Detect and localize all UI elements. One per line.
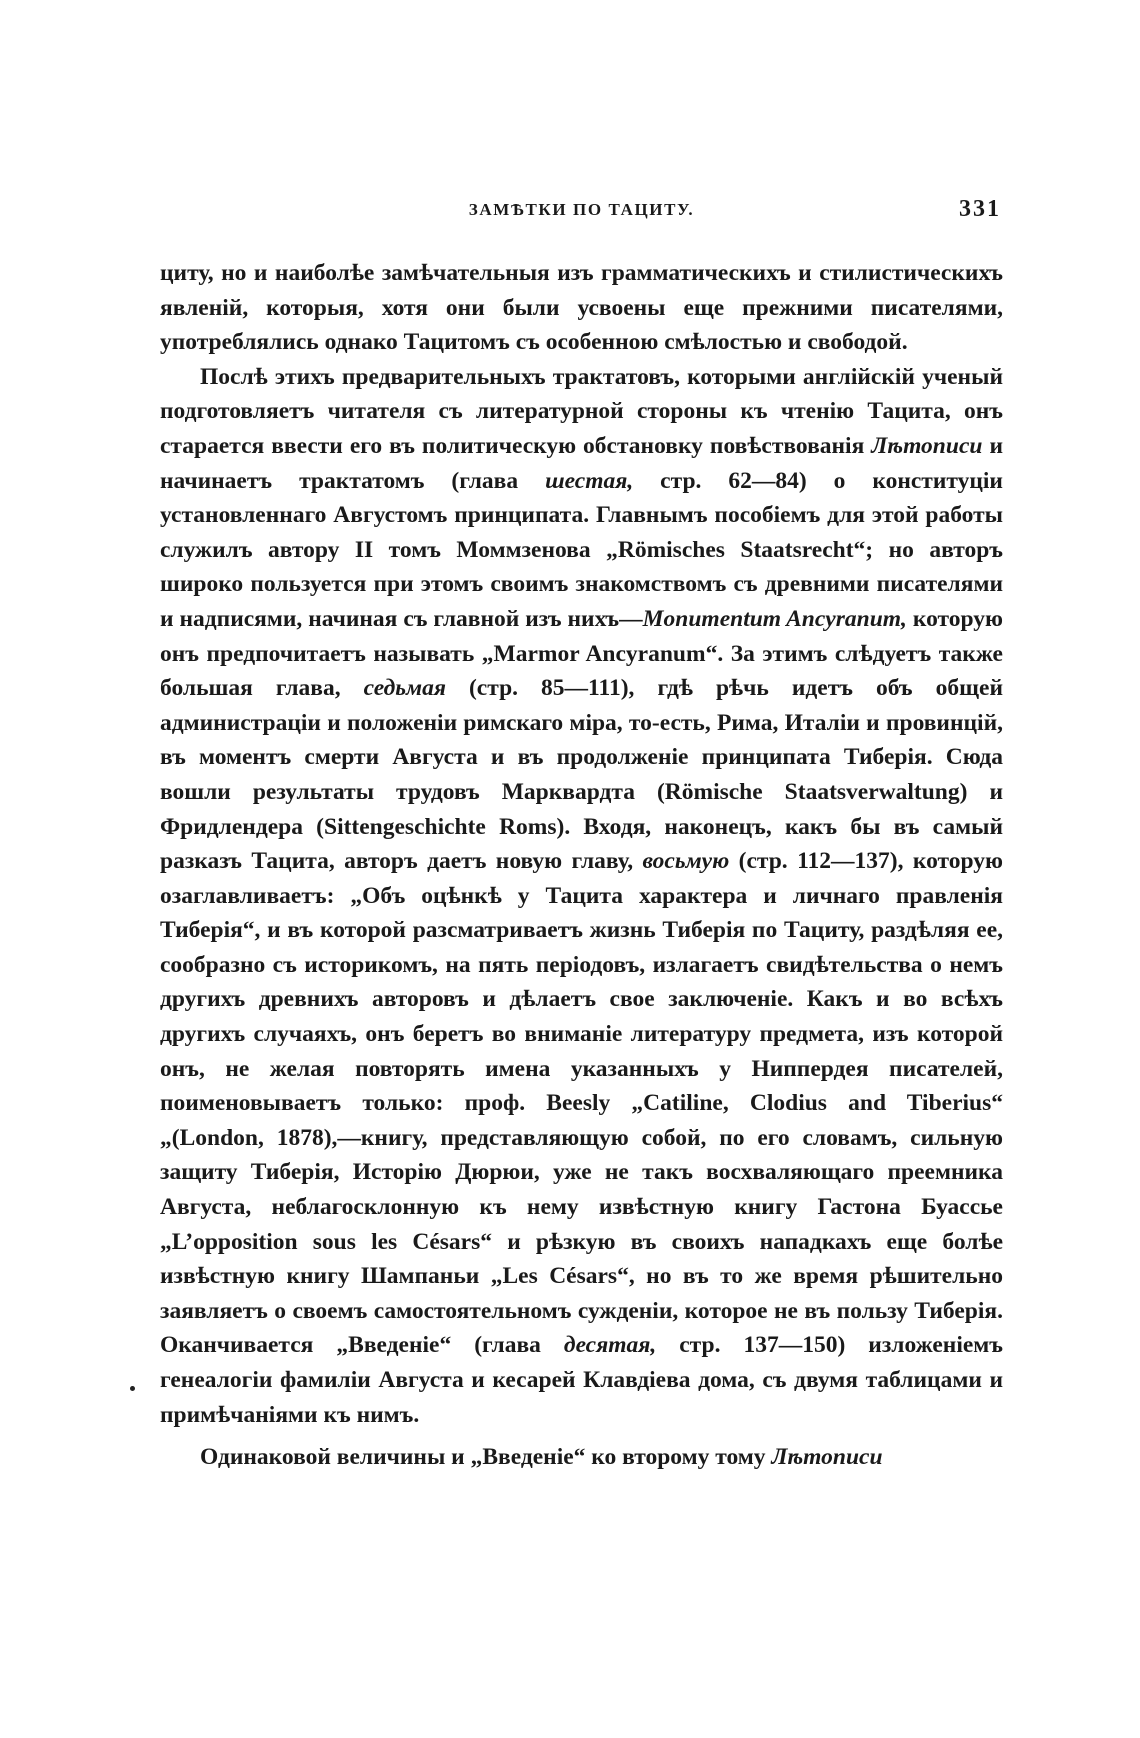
italic-run: Лѣтописи [771, 1444, 883, 1471]
italic-run: шестая, [545, 467, 634, 494]
text-run: и начинаетъ трактатомъ (глава [160, 432, 1003, 494]
italic-run: седьмая [363, 675, 446, 702]
italic-run: десятая, [563, 1332, 657, 1359]
paragraph-3 [160, 1440, 1003, 1475]
text-run: (стр. 85—111), гдѣ рѣчь идетъ объ общей администраціи и положеніи римскаго міра, то-есть, Рима, Италіи и провинцій, въ моментъ смерти Августа и въ продолженіе принципата Тиберія. Сюда вошли результаты трудовъ Марквардта (Römische Staatsverwaltung) и Фридлендера (Sittengeschichte Roms). Входя, наконецъ, какъ бы въ самый разказъ Тацита, авторъ даетъ новую главу, [160, 675, 1003, 875]
page-number: 331 [959, 196, 1001, 222]
text-run: Послѣ этихъ предварительныхъ трактатовъ, которыми англійскій ученый подготовляетъ читателя съ литературной стороны къ чтенію Тацита, онъ старается ввести его въ политическую обстановку повѣствованія [160, 363, 1003, 459]
text-run: которую онъ предпочитаетъ называть „Marmor Ancyranum“. За этимъ слѣдуетъ также большая глава, [160, 605, 1003, 702]
paragraph-2 [160, 360, 1003, 1432]
italic-run: Monumentum Ancyranum, [642, 605, 907, 632]
text-run: Одинаковой величины и „Введеніе“ ко второму тому [200, 1444, 772, 1471]
italic-run: восьмую [642, 848, 730, 875]
italic-run: Лѣтописи [871, 432, 983, 459]
ink-speck [130, 1386, 135, 1391]
paragraph-1-text: циту, но и наиболѣе замѣчательныя изъ грамматическихъ и стилистическихъ явленій, которыя, хотя они были усвоены еще прежними писателями, употреблялись однако Тацитомъ съ особенною смѣлостью и свободой. [160, 260, 1003, 356]
text-run: стр. 137—150) изложеніемъ генеалогіи фамиліи Августа и кесарей Клавдіева дома, съ двумя таблицами и примѣчаніями къ нимъ. [160, 1332, 1003, 1428]
running-head [160, 196, 1003, 226]
text-run: стр. 62—84) о конституціи установленнаго Августомъ принципата. Главнымъ пособіемъ для этой работы служилъ автору II томъ Моммзенова „Römisches Staatsrecht“; но авторъ широко пользуется при этомъ своимъ знакомствомъ съ древними писателями и надписями, начиная съ главной изъ нихъ— [160, 467, 1003, 632]
text-run: (стр. 112—137), которую озаглавливаетъ: „Объ оцѣнкѣ у Тацита характера и личнаго правленія Тиберія“, и въ которой разсматриваетъ жизнь Тиберія по Тациту, раздѣляя ее, сообразно съ историкомъ, на пять періодовъ, излагаетъ свидѣтельства о немъ другихъ древнихъ авторовъ и дѣлаетъ свое заключеніе. Какъ и во всѣхъ другихъ случаяхъ, онъ беретъ во вниманіе литературу предмета, изъ которой онъ, не желая повторять имена указанныхъ у Ниппердея писателей, поименовываетъ только: проф. Beesly „Catiline, Clodius and Tiberius“ „(London, 1878),—книгу, представляющую собой, по его словамъ, сильную защиту Тиберія, Исторію Дюрюи, уже не такъ восхваляющаго преемника Августа, неблагосклонную къ нему извѣстную книгу Гастона Буассье „L’opposition sous les Césars“ и рѣзкую въ своихъ нападкахъ еще болѣе извѣстную книгу Шампаньи „Les Césars“, но въ то же время рѣшительно заявляетъ о своемъ самостоятельномъ сужденіи, которое не въ пользу Тиберія. Оканчивается „Введеніе“ (глава [160, 848, 1003, 1359]
running-title: ЗАМѢТКИ ПО ТАЦИТУ. [468, 200, 695, 219]
paragraph-1 [160, 256, 1003, 360]
text-block [160, 256, 1003, 1475]
